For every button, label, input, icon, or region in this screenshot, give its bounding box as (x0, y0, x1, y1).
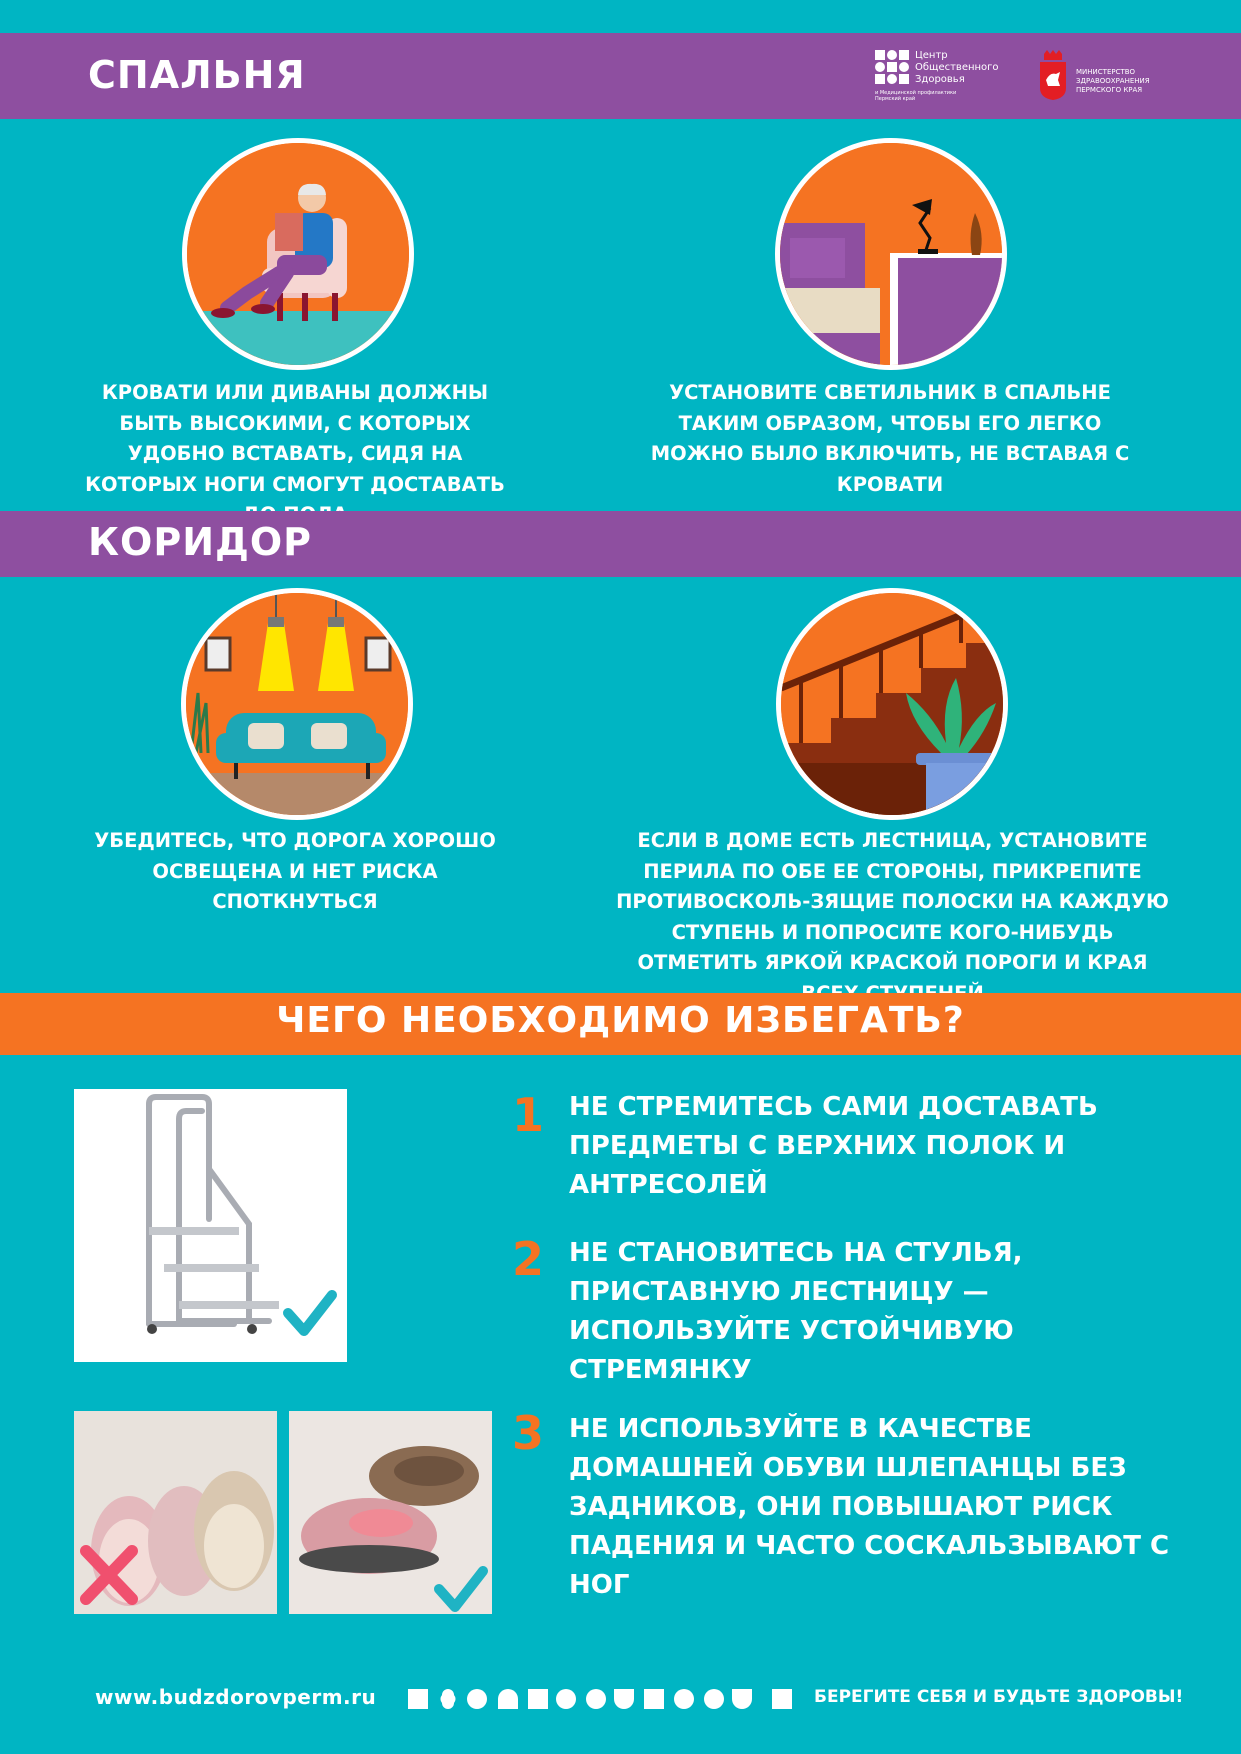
decorative-shapes-row (408, 1688, 792, 1710)
footer-slogan: БЕРЕГИТЕ СЕБЯ И БУДЬТЕ ЗДОРОВЫ! (814, 1687, 1184, 1707)
website-link[interactable]: www.budzdorovperm.ru (95, 1685, 377, 1709)
coat-of-arms-icon (1038, 50, 1068, 100)
bedroom-lamp-illustration (775, 138, 1007, 370)
closed-slippers-photo (289, 1411, 492, 1614)
item-text-3: НЕ ИСПОЛЬЗУЙТЕ В КАЧЕСТВЕ ДОМАШНЕЙ ОБУВИ ШЛЕПАНЦЫ БЕЗ ЗАДНИКОВ, ОНИ ПОВЫШАЮТ РИСК ПАДЕНИЯ И ЧАСТО СОСКАЛЬЗЫВАЮТ С НОГ (569, 1414, 1170, 1600)
item-number-3: 3 (512, 1406, 545, 1460)
living-room-illustration (181, 588, 413, 820)
item-number-2: 2 (512, 1232, 545, 1286)
stepladder-photo (74, 1089, 347, 1362)
public-health-center-logo (875, 50, 1005, 102)
bedroom-caption-left: КРОВАТИ ИЛИ ДИВАНЫ ДОЛЖНЫ БЫТЬ ВЫСОКИМИ, С КОТОРЫХ УДОБНО ВСТАВАТЬ, СИДЯ НА КОТОРЫХ НОГИ СМОГУТ ДОСТАВАТЬ (85, 381, 505, 496)
ministry-text: МИНИСТЕРСТВО ЗДРАВООХРАНЕНИЯ ПЕРМСКОГО КРАЯ (1076, 68, 1150, 94)
bedroom-caption-right: УСТАНОВИТЕ СВЕТИЛЬНИК В СПАЛЬНЕ ТАКИМ ОБРАЗОМ, ЧТОБЫ ЕГО ЛЕГКО МОЖНО БЫЛО ВКЛЮЧИТЬ, НЕ ВСТАВАЯ С КРОВАТИ (650, 381, 1130, 496)
armchair-illustration (182, 138, 414, 370)
avoid-title: ЧЕГО НЕОБХОДИМО ИЗБЕГАТЬ? (276, 1000, 965, 1041)
item-text-1: НЕ СТРЕМИТЕСЬ САМИ ДОСТАВАТЬ ПРЕДМЕТЫ С ВЕРХНИХ ПОЛОК И АНТРЕСОЛЕЙ (569, 1092, 1098, 1200)
logo-center-subtext: и Медицинской профилактики Пермский край (875, 90, 957, 102)
corridor-title: КОРИДОР (88, 520, 313, 564)
corridor-caption-left: УБЕДИТЕСЬ, ЧТО ДОРОГА ХОРОШО ОСВЕЩЕНА И НЕТ РИСКА СПОТКНУТЬСЯ (94, 829, 496, 913)
slippers-photo (74, 1411, 277, 1614)
bedroom-title: СПАЛЬНЯ (88, 53, 306, 97)
item-number-1: 1 (512, 1088, 545, 1142)
item-text-2: НЕ СТАНОВИТЕСЬ НА СТУЛЬЯ, ПРИСТАВНУЮ ЛЕСТНИЦУ — ИСПОЛЬЗУЙТЕ УСТОЙЧИВУЮ СТРЕМЯНКУ (569, 1238, 1023, 1385)
corridor-caption-right: ЕСЛИ В ДОМЕ ЕСТЬ ЛЕСТНИЦА, УСТАНОВИТЕ ПЕРИЛА ПО ОБЕ ЕЕ СТОРОНЫ, ПРИКРЕПИТЕ ПРОТИВОСКОЛЬ-ЗЯЩИЕ ПОЛОСКИ НА КАЖДУЮ СТУПЕНЬ И ПОПРОСИТЕ КОГО-НИБУДЬ ОТМЕТИТЬ ЯРКОЙ КРАСКОЙ ПОРОГИ И КРАЯ (616, 829, 1169, 974)
staircase-illustration (776, 588, 1008, 820)
ministry-logo (1038, 50, 1158, 102)
logo-grid-icon (875, 50, 911, 86)
logo-center-text: Центр Общественного Здоровья (915, 50, 999, 85)
